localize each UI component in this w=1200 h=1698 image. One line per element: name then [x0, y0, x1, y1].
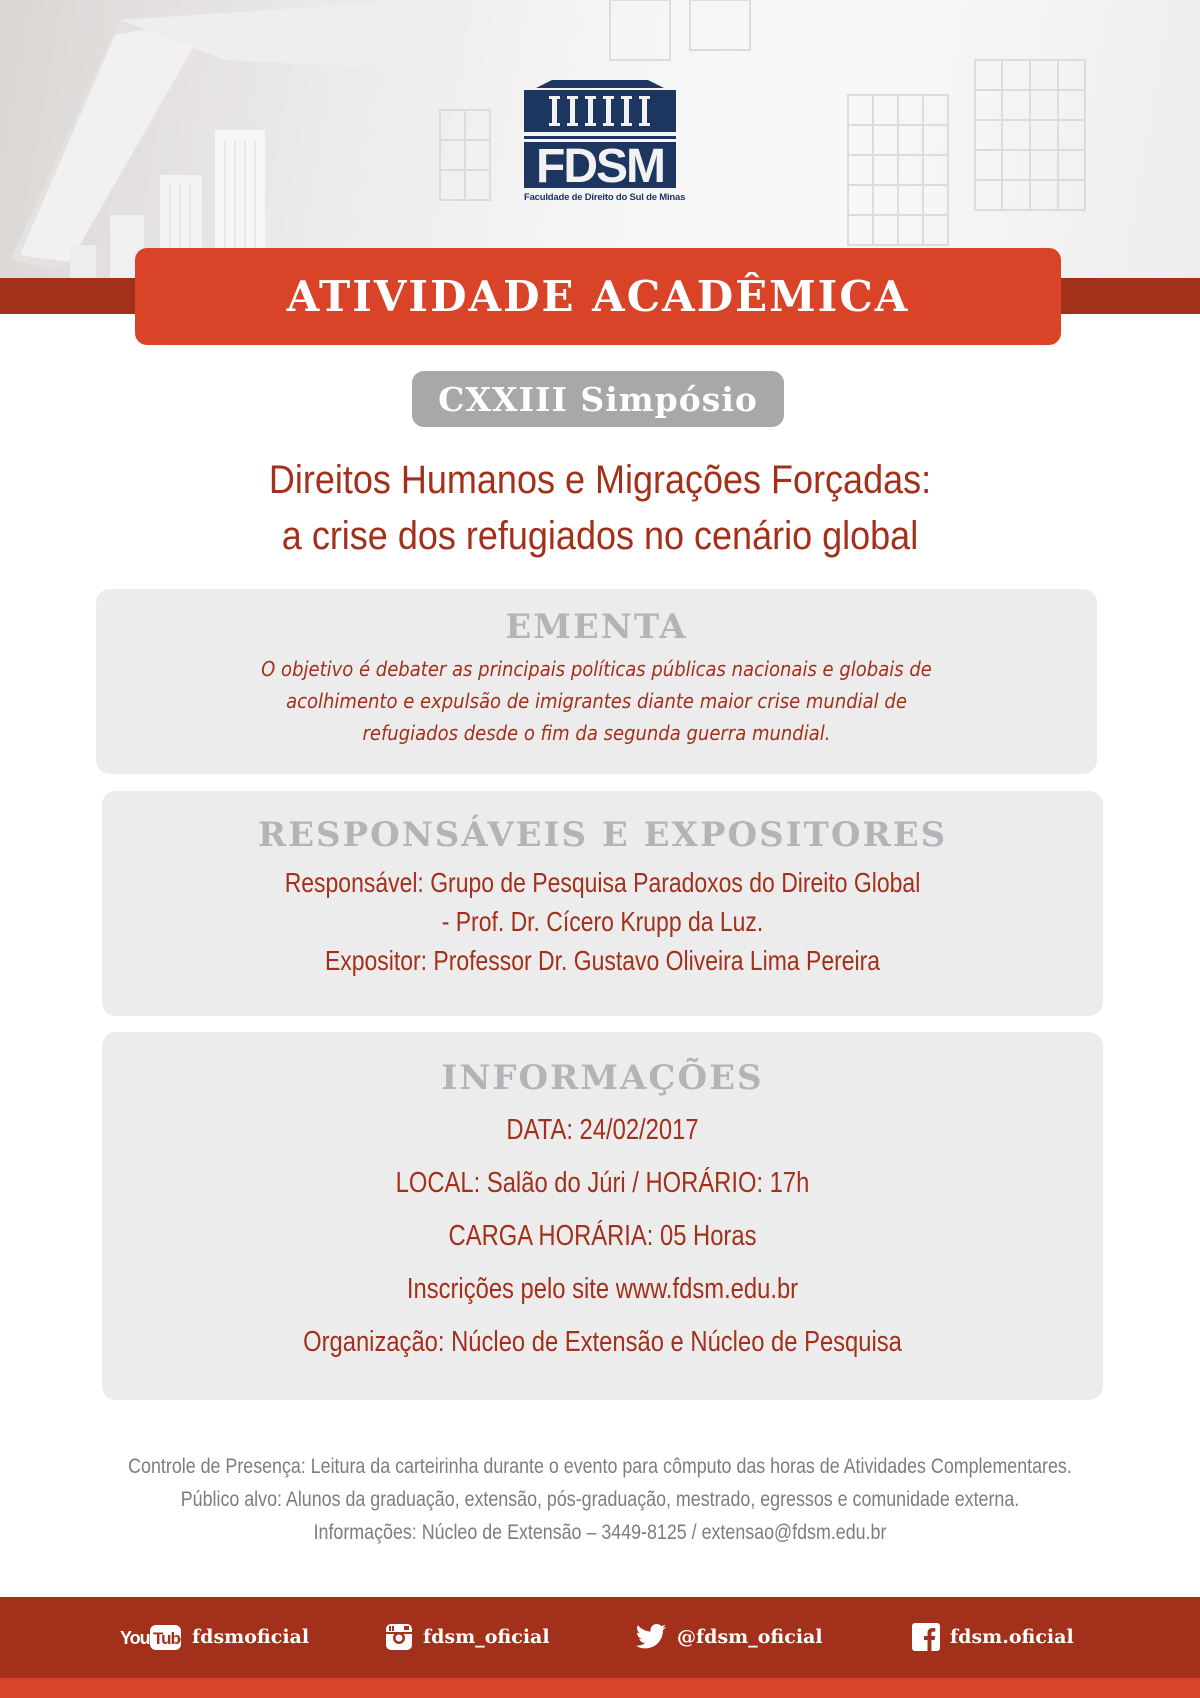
title-line-2: a crise dos refugiados no cenário global — [281, 514, 919, 558]
expositor-line: Expositor: Professor Dr. Gustavo Oliveira Lima Pereira — [324, 945, 881, 976]
badge-label: CXXIII Simpósio — [438, 379, 758, 419]
footnotes — [124, 1450, 1076, 1549]
info-workload: CARGA HORÁRIA: 05 Horas — [448, 1220, 757, 1252]
instagram-handle: fdsm_oficial — [423, 1626, 550, 1648]
logo-subtitle: Faculdade de Direito do Sul de Minas — [524, 192, 686, 203]
facebook-icon — [912, 1623, 940, 1651]
youtube-handle: fdsmoficial — [192, 1626, 310, 1648]
informacoes-heading: INFORMAÇÕES — [441, 1058, 764, 1098]
audience-note: Público alvo: Alunos da graduação, extensão, pós-graduação, mestrado, egressos e comunidade externa. — [180, 1488, 1020, 1511]
attendance-note: Controle de Presença: Leitura da carteirinha durante o evento para cômputo das horas de Atividades Complementares. — [128, 1455, 1072, 1478]
title-line-1: Direitos Humanos e Migrações Forçadas: — [268, 458, 932, 502]
ementa-text — [146, 653, 1047, 749]
social-youtube[interactable] — [120, 1617, 309, 1657]
informacoes-text — [192, 1104, 1013, 1369]
ementa-line: O objetivo é debater as principais políticas públicas nacionais e globais de — [261, 657, 932, 681]
contact-note: Informações: Núcleo de Extensão – 3449-8125 / extensao@fdsm.edu.br — [313, 1521, 887, 1544]
svg-text:Tube: Tube — [153, 1629, 189, 1648]
ementa-line: refugiados desde o fim da segunda guerra mundial. — [362, 721, 831, 745]
fdsm-logo — [524, 80, 686, 208]
responsavel-line: Responsável: Grupo de Pesquisa Paradoxos do Direito Global — [284, 867, 921, 898]
youtube-icon — [120, 1622, 189, 1652]
responsaveis-heading: RESPONSÁVEIS E EXPOSITORES — [257, 815, 948, 855]
twitter-icon — [635, 1623, 667, 1651]
instagram-icon — [385, 1623, 413, 1651]
responsaveis-text — [192, 863, 1013, 980]
ementa-line: acolhimento e expulsão de imigrantes diante maior crise mundial de — [286, 689, 907, 713]
svg-text:You: You — [120, 1628, 150, 1648]
banner-label: ATIVIDADE ACADÊMICA — [286, 272, 910, 321]
responsavel-professor: - Prof. Dr. Cícero Krupp da Luz. — [441, 906, 764, 937]
activity-banner — [135, 248, 1061, 345]
footer-stripe — [0, 1678, 1200, 1698]
social-twitter[interactable] — [635, 1617, 823, 1657]
informacoes-card — [102, 1032, 1103, 1400]
social-instagram[interactable] — [385, 1617, 550, 1657]
courthouse-icon — [524, 80, 676, 193]
ementa-card — [96, 589, 1097, 774]
twitter-handle: @fdsm_oficial — [677, 1626, 823, 1648]
info-date: DATA: 24/02/2017 — [506, 1114, 699, 1146]
social-facebook[interactable] — [912, 1617, 1074, 1657]
event-title — [150, 452, 1050, 564]
ementa-heading: EMENTA — [505, 607, 688, 647]
facebook-handle: fdsm.oficial — [950, 1626, 1074, 1648]
logo-acronym: FDSM — [536, 140, 664, 193]
info-registration: Inscrições pelo site www.fdsm.edu.br — [406, 1273, 799, 1305]
info-organization: Organização: Núcleo de Extensão e Núcleo de Pesquisa — [303, 1326, 902, 1358]
responsaveis-card — [102, 791, 1103, 1016]
info-location-time: LOCAL: Salão do Júri / HORÁRIO: 17h — [395, 1167, 810, 1199]
symposium-badge — [412, 371, 784, 427]
